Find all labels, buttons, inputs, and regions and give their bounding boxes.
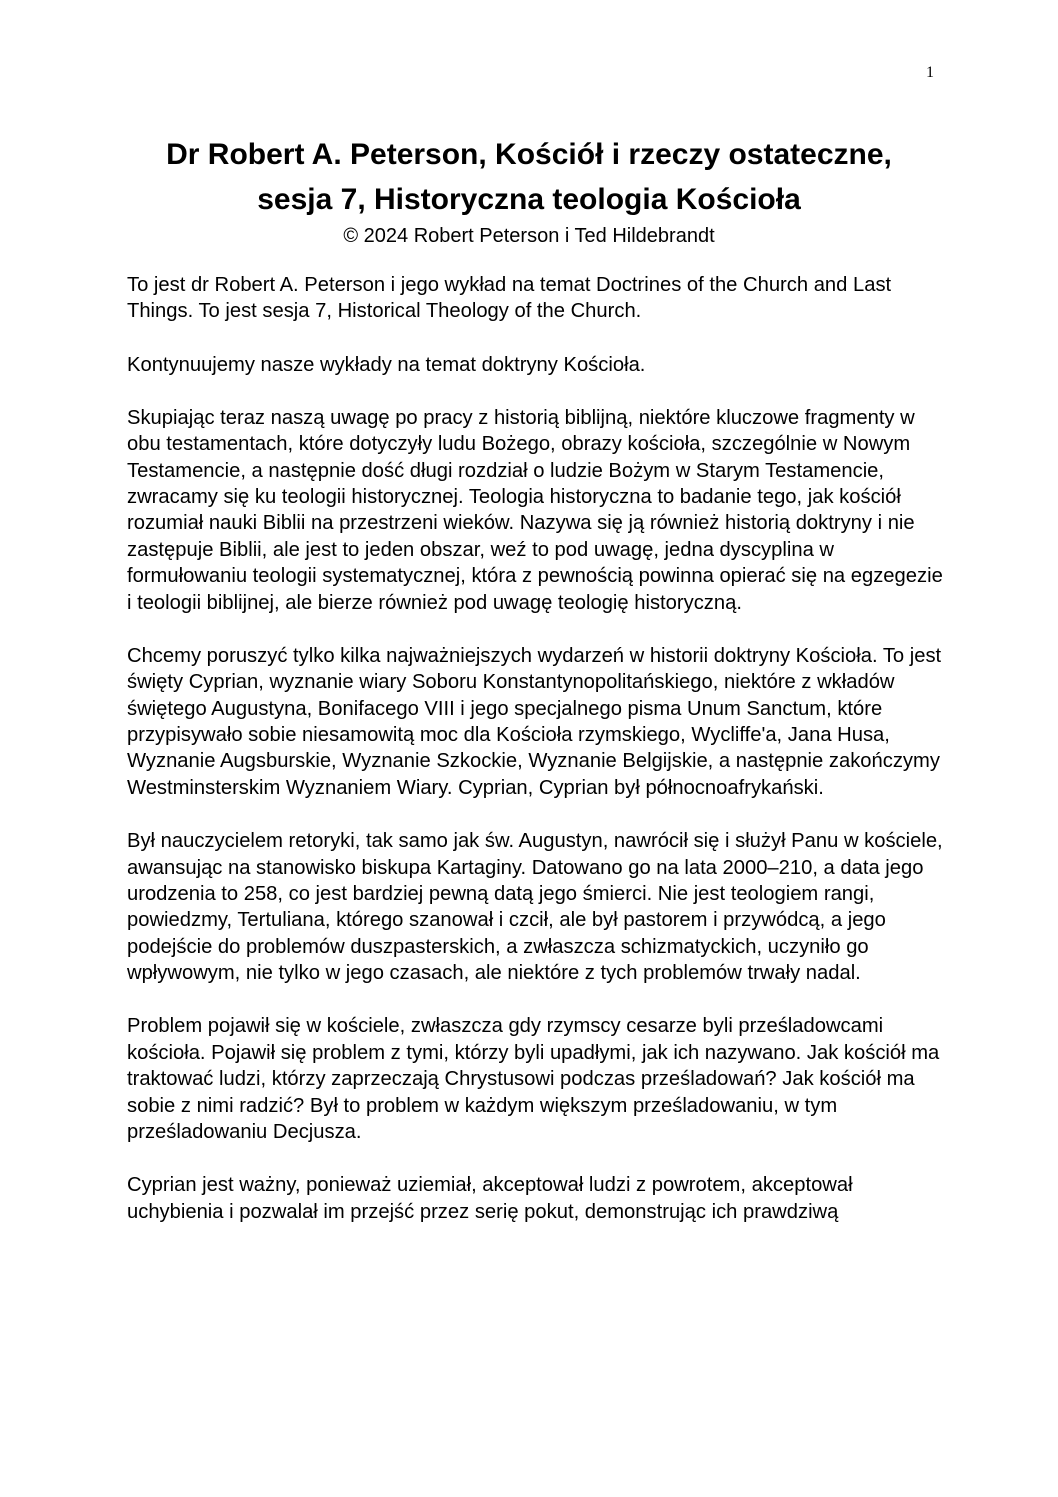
paragraph: Był nauczycielem retoryki, tak samo jak św. Augustyn, nawrócił się i służył Panu w kościele, awansując na stanowisko biskupa Kartaginy. Datowano go na lata 2000–210, a data jego urodzenia to 258, co jest bardziej pewną datą jego śmierci. Nie jest teologiem rangi, powiedzmy, Tertuliana, którego szanował i czcił, ale był pastorem i przywódcą, a jego podejście do problemów duszpasterskich, a zwłaszcza schizmatyckich, uczyniło go wpływowym, nie tylko w jego czasach, ale niektóre z tych problemów trwały nadal. [127, 830, 943, 985]
paragraph: Cyprian jest ważny, ponieważ uziemiał, akceptował ludzi z powrotem, akceptował uchybienia i pozwalał im przejść przez serię pokut, demonstrując ich prawdziwą [127, 1174, 853, 1223]
title-line-1: Dr Robert A. Peterson, Kościół i rzeczy ostateczne, [166, 138, 892, 171]
paragraph: To jest dr Robert A. Peterson i jego wykład na temat Doctrines of the Church and Last Things. To jest sesja 7, Historical Theology of the Church. [127, 274, 892, 323]
document-body [127, 272, 943, 1252]
copyright-line: © 2024 Robert Peterson i Ted Hildebrandt [343, 225, 715, 247]
paragraph: Chcemy poruszyć tylko kilka najważniejszych wydarzeń w historii doktryny Kościoła. To jest święty Cyprian, wyznanie wiary Soboru Konstantynopolitańskiego, niektóre z wkładów świętego Augustyna, Bonifacego VIII i jego specjalnego pisma Unum Sanctum, które przypisywało sobie niesamowitą moc dla Kościoła rzymskiego, Wycliffe'a, Jana Husa, Wyznanie Augsburskie, Wyznanie Szkockie, Wyznanie Belgijskie, a następnie zakończymy Westminsterskim Wyznaniem Wiary. Cyprian, Cyprian był północnoafrykański. [127, 644, 942, 799]
paragraph: Problem pojawił się w kościele, zwłaszcza gdy rzymscy cesarze byli prześladowcami kościoła. Pojawił się problem z tymi, którzy byli upadłymi, jak ich nazywano. Jak kościół ma traktować ludzi, którzy zaprzeczają Chrystusowi podczas prześladowań? Jak kościół ma sobie z nimi radzić? Był to problem w każdym większym prześladowaniu, w tym prześladowaniu Decjusza. [127, 1015, 940, 1143]
paragraph: Skupiając teraz naszą uwagę po pracy z historią biblijną, niektóre kluczowe fragmenty w obu testamentach, które dotyczyły ludu Bożego, obrazy kościoła, szczególnie w Nowym Testamencie, a następnie dość długi rozdział o ludzie Bożym w Starym Testamencie, zwracamy się ku teologii historycznej. Teologia historyczna to badanie tego, jak kościół rozumiał nauki Biblii na przestrzeni wieków. Nazywa się ją również historią doktryny i nie zastępuje Biblii, ale jest to jeden obszar, weź to pod uwagę, jedna dyscyplina w formułowaniu teologii systematycznej, która z pewnością powinna opierać się na egzegezie i teologii biblijnej, ale bierze również pod uwagę teologię historyczną. [127, 406, 943, 614]
document-header [0, 132, 1058, 250]
page-number: 1 [926, 64, 934, 81]
paragraph: Kontynuujemy nasze wykłady na temat doktryny Kościoła. [127, 353, 646, 376]
title-line-2: sesja 7, Historyczna teologia Kościoła [257, 183, 801, 216]
document-title [0, 132, 1058, 222]
